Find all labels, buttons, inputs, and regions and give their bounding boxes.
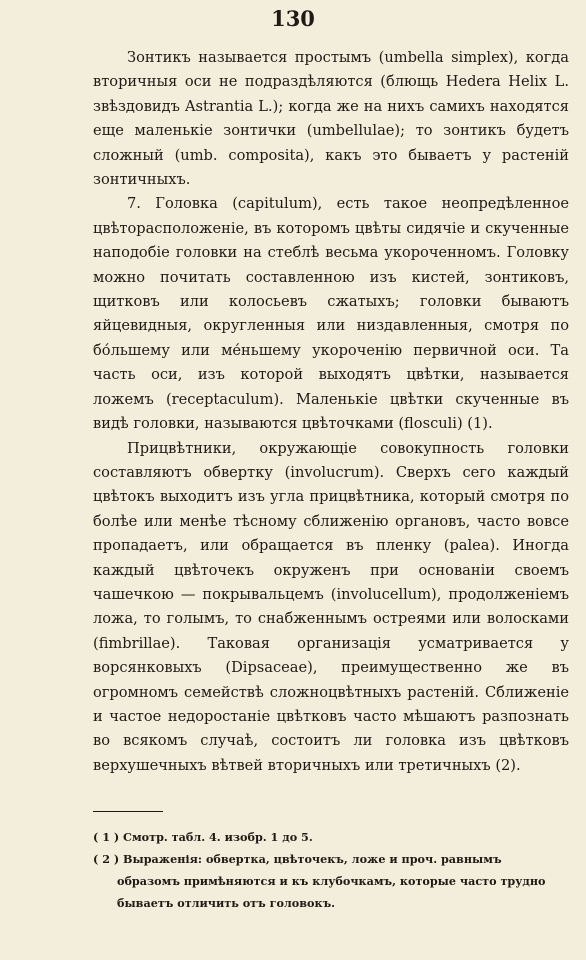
paragraph-capitulum: 7. Головка (capitulum), есть такое неопредѣленное цвѣторасположеніе, въ которомъ цвѣты сидячіе и скученные наподобіе головки на стеблѣ весьма укороченномъ. Головку можно почитать составленною изъ кистей, зонтиковъ, щитковъ или колосьевъ сжатыхъ; головки бываютъ яйцевидныя, округленныя или низдавленныя, смотря по бо́льшему или ме́ньшему укороченію первичной оси. Та часть оси, изъ которой выходятъ цвѣтки, называется ложемъ (receptaculum). Маленькіе цвѣтки скученные въ видѣ головки, называются цвѣточками (flosculi) (1).: [93, 195, 569, 433]
page-number: 130: [271, 6, 315, 31]
paragraph-involucrum: Прицвѣтники, окружающіе совокупность головки составляютъ обвертку (involucrum). Сверхъ сего каждый цвѣтокъ выходитъ изъ угла прицвѣтника, который смотря по болѣе или менѣе тѣсному сближенію органовъ, часто вовсе пропадаетъ, или обращается въ пленку (palea). Иногда каждый цвѣточекъ окруженъ при основаніи своемъ чашечкою — покрывальцемъ (involucellum), продолженіемъ ложа, то голымъ, то снабженнымъ остреями или волосками (fimbrillae). Таковая организація усматривается у ворсянковыхъ (Dipsaceae), преимущественно же въ огромномъ семействѣ сложноцвѣтныхъ растеній. Сближеніе и частое недоростаніе цвѣтковъ часто мѣшаютъ разпознать во всякомъ случаѣ, состоитъ ли головка изъ цвѣтковъ верхушечныхъ вѣтвей вторичныхъ или третичныхъ (2).: [93, 439, 569, 774]
main-text: [93, 46, 569, 778]
footnote-2-continuation: образомъ примѣняются и къ клубочкамъ, которые часто трудно: [117, 874, 546, 888]
footnote-2: ( 2 ) Выраженія: обвертка, цвѣточекъ, ложе и проч. равнымъ: [93, 852, 502, 866]
paragraph-umbella: Зонтикъ называется простымъ (umbella simplex), когда вторичныя оси не подраздѣляются (блющь Hedera Helix L. звѣздовидъ Astrantia L.); когда же на нихъ самихъ находятся еще маленькіе зонтички (umbellulae); то зонтикъ будетъ сложный (umb. composita), какъ это бываетъ у растеній зонтичныхъ.: [93, 49, 569, 189]
footnote-1: ( 1 ) Смотр. табл. 4. изобр. 1 до 5.: [93, 830, 313, 844]
footnote-divider: [93, 811, 163, 812]
footnotes: [93, 826, 569, 914]
footnote-2-continuation: бываетъ отличить отъ головокъ.: [117, 896, 336, 910]
